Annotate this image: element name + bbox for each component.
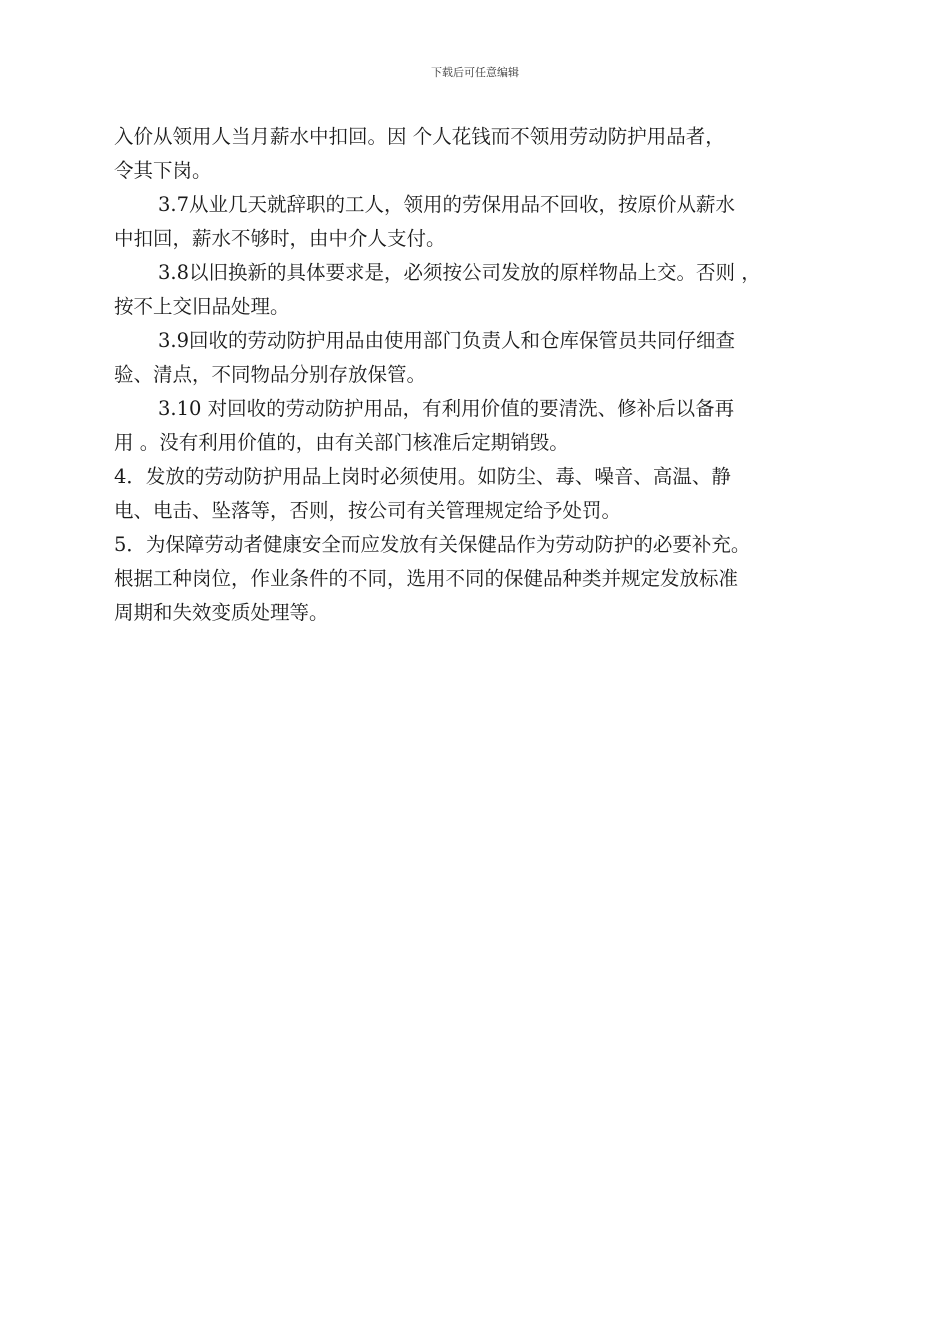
text-line: 5．为保障劳动者健康安全而应发放有关保健品作为劳动防护的必要补充。 (114, 533, 751, 556)
page-header: 下载后可任意编辑 (431, 66, 519, 79)
text-line: 3.10 对回收的劳动防护用品，有利用价值的要清洗、修补后以备再 (158, 397, 735, 420)
text-line: 中扣回，薪水不够时，由中介人支付。 (114, 227, 446, 250)
text-line: 入价从领用人当月薪水中扣回。因 个人花钱而不领用劳动防护用品者， (114, 125, 725, 148)
text-line: 令其下岗。 (114, 159, 212, 182)
text-line: 3.8以旧换新的具体要求是，必须按公司发放的原样物品上交。否则 ， (158, 261, 761, 284)
document-body (114, 120, 854, 630)
text-line: 根据工种岗位，作业条件的不同，选用不同的保健品种类并规定发放标准 (114, 567, 739, 590)
text-line: 3.9回收的劳动防护用品由使用部门负责人和仓库保管员共同仔细查 (158, 329, 736, 352)
text-line: 按不上交旧品处理。 (114, 295, 290, 318)
text-line: 周期和失效变质处理等。 (114, 601, 329, 624)
text-line: 用 。没有利用价值的，由有关部门核准后定期销毁。 (114, 431, 569, 454)
text-line: 验、清点，不同物品分别存放保管。 (114, 363, 427, 386)
text-line: 电、电击、坠落等，否则，按公司有关管理规定给予处罚。 (114, 499, 622, 522)
text-line: 3.7从业几天就辞职的工人，领用的劳保用品不回收，按原价从薪水 (158, 193, 736, 216)
text-line: 4．发放的劳动防护用品上岗时必须使用。如防尘、毒、噪音、高温、静 (114, 465, 731, 488)
